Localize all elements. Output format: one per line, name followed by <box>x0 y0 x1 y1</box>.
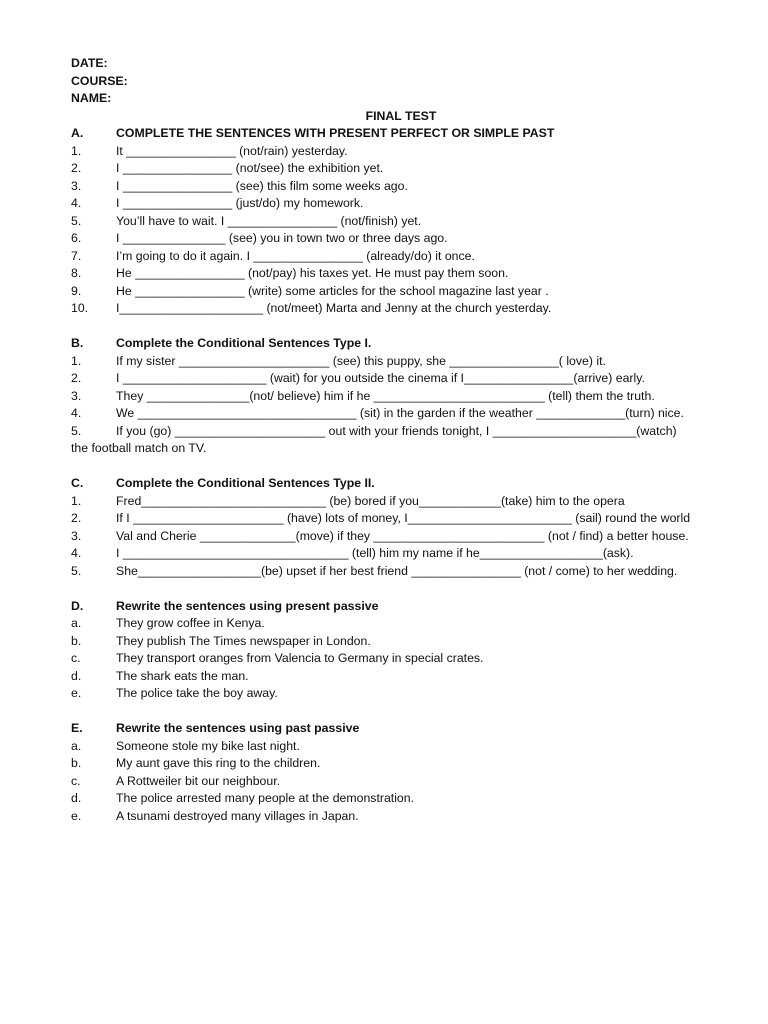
item-number: 3. <box>71 388 82 403</box>
item-number: 4. <box>71 546 82 560</box>
item-text: The police arrested many people at the demonstration. <box>116 791 415 805</box>
item-number: a. <box>71 616 82 630</box>
list-item <box>71 668 721 686</box>
section-e <box>71 720 721 825</box>
section-a-marker: A. <box>71 126 84 140</box>
item-number: d. <box>71 791 82 805</box>
item-text: The police take the boy away. <box>116 686 278 700</box>
item-number: 2. <box>71 161 82 175</box>
list-item <box>71 283 721 301</box>
item-text: I _____________________ (wait) for you outside the cinema if I________________(arrive) early. <box>116 371 645 385</box>
name-label: NAME: <box>71 91 112 105</box>
item-text: I’m going to do it again. I ________________ (already/do) it once. <box>116 248 475 263</box>
item-number: c. <box>71 651 81 665</box>
list-item <box>71 405 721 423</box>
section-d-title: Rewrite the sentences using present passive <box>116 598 379 613</box>
section-c-marker: C. <box>71 476 84 490</box>
test-title-text: FINAL TEST <box>365 108 437 123</box>
section-b-continuation: the football match on TV. <box>71 441 207 455</box>
item-text: If I ______________________ (have) lots of money, I________________________ (sail) round the world <box>116 511 691 525</box>
item-number: 6. <box>71 231 82 245</box>
item-number: a. <box>71 738 82 753</box>
header-block <box>71 55 721 125</box>
list-item <box>71 738 721 756</box>
section-d <box>71 598 721 703</box>
test-title <box>71 108 721 126</box>
item-number: 5. <box>71 423 82 438</box>
item-number: 2. <box>71 371 82 385</box>
item-number: 7. <box>71 248 82 263</box>
section-b-heading <box>71 335 721 353</box>
item-text: He ________________ (write) some articles for the school magazine last year . <box>116 283 549 298</box>
list-item <box>71 423 721 441</box>
item-text: It ________________ (not/rain) yesterday. <box>116 143 348 158</box>
item-text: They grow coffee in Kenya. <box>116 616 265 630</box>
list-item <box>71 615 721 633</box>
list-item <box>71 563 721 581</box>
list-item <box>71 773 721 791</box>
item-text: My aunt gave this ring to the children. <box>116 756 321 770</box>
item-text: I ________________ (just/do) my homework. <box>116 196 364 210</box>
item-text: He ________________ (not/pay) his taxes yet. He must pay them soon. <box>116 266 509 280</box>
item-number: b. <box>71 633 82 648</box>
list-item <box>71 160 721 178</box>
section-e-items <box>71 738 721 826</box>
section-e-marker: E. <box>71 721 83 735</box>
item-number: d. <box>71 668 82 683</box>
section-b-title: Complete the Conditional Sentences Type I. <box>116 336 372 350</box>
item-number: b. <box>71 756 82 770</box>
date-label: DATE: <box>71 56 108 70</box>
item-text: Fred___________________________ (be) bored if you____________(take) him to the opera <box>116 493 625 508</box>
item-text: You’ll have to wait. I ________________ (not/finish) yet. <box>116 213 422 228</box>
section-c-heading <box>71 475 721 493</box>
item-number: c. <box>71 773 81 788</box>
item-number: 8. <box>71 266 82 280</box>
list-item <box>71 300 721 318</box>
list-item <box>71 353 721 371</box>
item-number: 9. <box>71 283 82 298</box>
list-item <box>71 195 721 213</box>
list-item <box>71 790 721 808</box>
item-number: 3. <box>71 528 82 543</box>
list-item <box>71 755 721 773</box>
item-text: The shark eats the man. <box>116 668 249 683</box>
list-item <box>71 370 721 388</box>
section-a <box>71 125 721 318</box>
item-number: e. <box>71 686 82 700</box>
item-number: 5. <box>71 213 82 228</box>
list-item <box>71 248 721 266</box>
item-text: I _________________________________ (tell) him my name if he__________________(ask). <box>116 546 634 560</box>
item-text: If you (go) ______________________ out with your friends tonight, I _____________________(watch) <box>116 423 677 438</box>
item-text: They publish The Times newspaper in London. <box>116 633 371 648</box>
item-number: e. <box>71 808 82 823</box>
list-item <box>71 388 721 406</box>
item-number: 3. <box>71 178 82 193</box>
item-text: We ________________________________ (sit) in the garden if the weather _____________(turn) nice. <box>116 406 684 420</box>
section-c <box>71 475 721 580</box>
item-text: They _______________(not/ believe) him if he _________________________ (tell) them the truth. <box>116 388 655 403</box>
list-item <box>71 808 721 826</box>
spacer <box>71 703 721 721</box>
section-d-marker: D. <box>71 598 84 613</box>
section-a-items <box>71 143 721 318</box>
item-text: Val and Cherie ______________(move) if they _________________________ (not / find) a better house. <box>116 528 689 543</box>
list-item <box>71 230 721 248</box>
item-text: A tsunami destroyed many villages in Japan. <box>116 808 359 823</box>
list-item <box>71 685 721 703</box>
worksheet-content <box>71 55 721 825</box>
item-text: They transport oranges from Valencia to Germany in special crates. <box>116 651 484 665</box>
item-text: She__________________(be) upset if her best friend ________________ (not / come) to her wedding. <box>116 563 678 578</box>
list-item <box>71 493 721 511</box>
section-c-items <box>71 493 721 581</box>
item-number: 5. <box>71 563 82 578</box>
section-a-title: COMPLETE THE SENTENCES WITH PRESENT PERFECT OR SIMPLE PAST <box>116 126 555 140</box>
list-item <box>71 545 721 563</box>
item-text: I _______________ (see) you in town two or three days ago. <box>116 231 448 245</box>
section-d-heading <box>71 598 721 616</box>
item-text: A Rottweiler bit our neighbour. <box>116 773 281 788</box>
section-e-heading <box>71 720 721 738</box>
spacer <box>71 458 721 476</box>
list-item <box>71 265 721 283</box>
list-item <box>71 528 721 546</box>
list-item <box>71 510 721 528</box>
course-label: COURSE: <box>71 73 128 88</box>
section-e-title: Rewrite the sentences using past passive <box>116 721 360 735</box>
list-item <box>71 633 721 651</box>
item-number: 2. <box>71 511 82 525</box>
item-text: Someone stole my bike last night. <box>116 738 300 753</box>
item-text: If my sister ______________________ (see) this puppy, she ________________( love) it. <box>116 353 606 368</box>
item-number: 1. <box>71 143 82 158</box>
section-b-items <box>71 353 721 441</box>
list-item <box>71 143 721 161</box>
section-a-heading <box>71 125 721 143</box>
spacer <box>71 318 721 336</box>
section-b <box>71 335 721 458</box>
list-item <box>71 178 721 196</box>
item-number: 1. <box>71 353 82 368</box>
section-c-title: Complete the Conditional Sentences Type II. <box>116 476 375 490</box>
item-text: I_____________________ (not/meet) Marta and Jenny at the church yesterday. <box>116 301 552 315</box>
list-item <box>71 650 721 668</box>
item-number: 4. <box>71 196 82 210</box>
item-text: I ________________ (see) this film some weeks ago. <box>116 178 408 193</box>
item-number: 4. <box>71 406 82 420</box>
section-d-items <box>71 615 721 703</box>
spacer <box>71 580 721 598</box>
item-number: 10. <box>71 301 89 315</box>
section-b-marker: B. <box>71 336 84 350</box>
item-text: I ________________ (not/see) the exhibition yet. <box>116 161 384 175</box>
item-number: 1. <box>71 493 82 508</box>
list-item <box>71 213 721 231</box>
